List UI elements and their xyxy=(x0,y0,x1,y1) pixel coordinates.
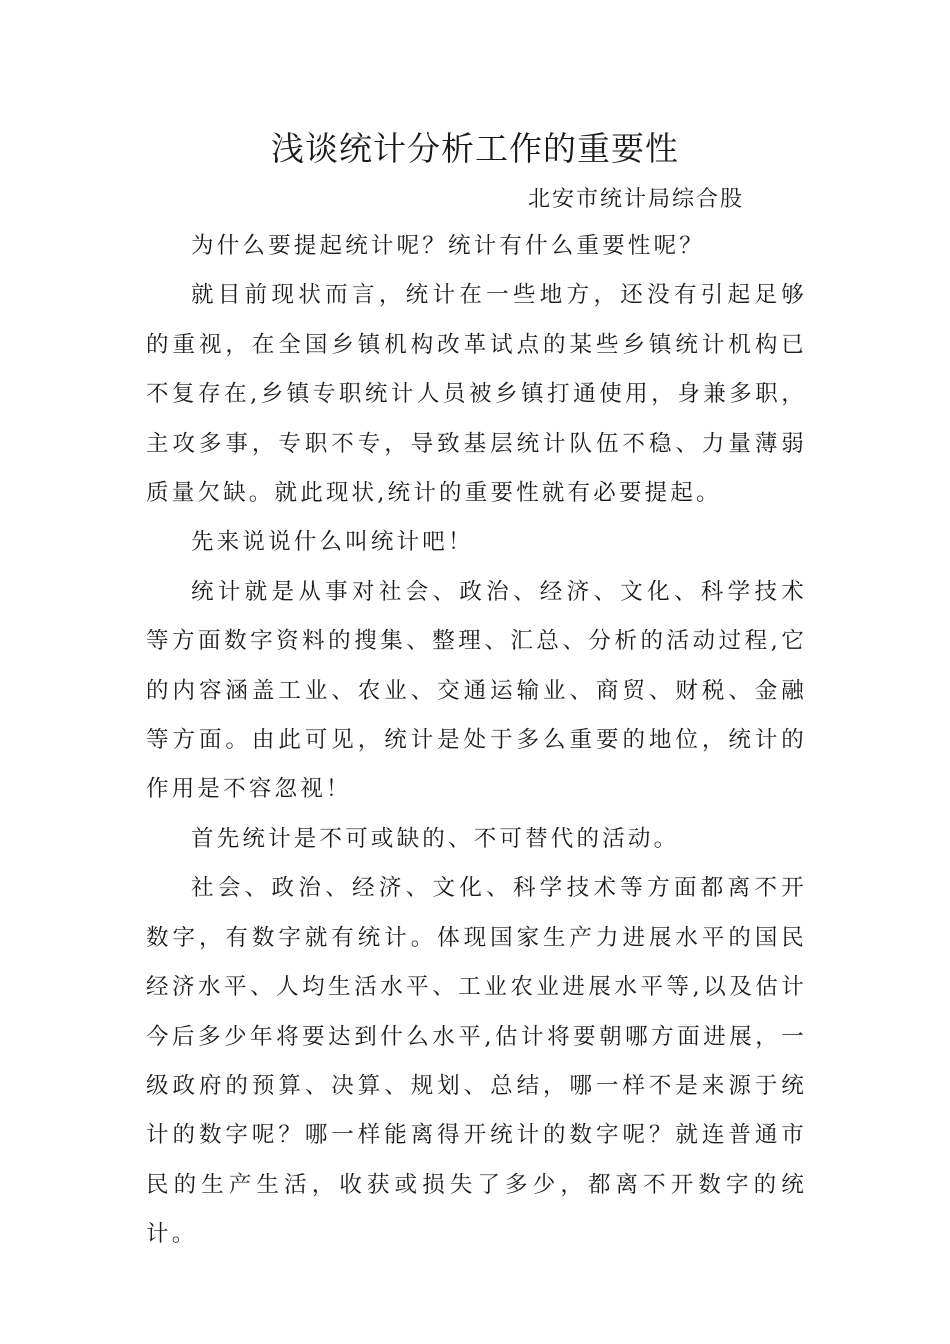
paragraph: 先来说说什么叫统计吧！ xyxy=(191,529,474,556)
paragraph: 首先统计是不可或缺的、不可替代的活动。 xyxy=(191,825,680,852)
paragraph: 就目前现状而言，统计在一些地方，还没有引起足够的重视，在全国乡镇机构改革试点的某些乡镇统计机构已不复存在,乡镇专职统计人员被乡镇打通使用，身兼多职，主攻多事，专职不专，导致基层统计队伍不稳、力量薄弱质量欠缺。就此现状,统计的重要性就有必要提起。 xyxy=(146,282,807,507)
document-body xyxy=(146,222,807,1260)
document-byline: 北安市统计局综合股 xyxy=(528,187,745,212)
paragraph: 统计就是从事对社会、政治、经济、文化、科学技术等方面数字资料的搜集、整理、汇总、分析的活动过程,它的内容涵盖工业、农业、交通运输业、商贸、财税、金融等方面。由此可见，统计是处于多么重要的地位，统计的作用是不容忽视！ xyxy=(146,578,807,803)
paragraph: 为什么要提起统计呢？统计有什么重要性呢？ xyxy=(191,233,706,259)
document-title: 浅谈统计分析工作的重要性 xyxy=(271,129,679,168)
paragraph: 社会、政治、经济、文化、科学技术等方面都离不开数字，有数字就有统计。体现国家生产力进展水平的国民经济水平、人均生活水平、工业农业进展水平等,以及估计今后多少年将要达到什么水平,估计将要朝哪方面进展，一级政府的预算、决算、规划、总结，哪一样不是来源于统计的数字呢？哪一样能离得开统计的数字呢？就连普通市民的生产生活，收获或损失了多少，都离不开数字的统计。 xyxy=(146,875,807,1248)
